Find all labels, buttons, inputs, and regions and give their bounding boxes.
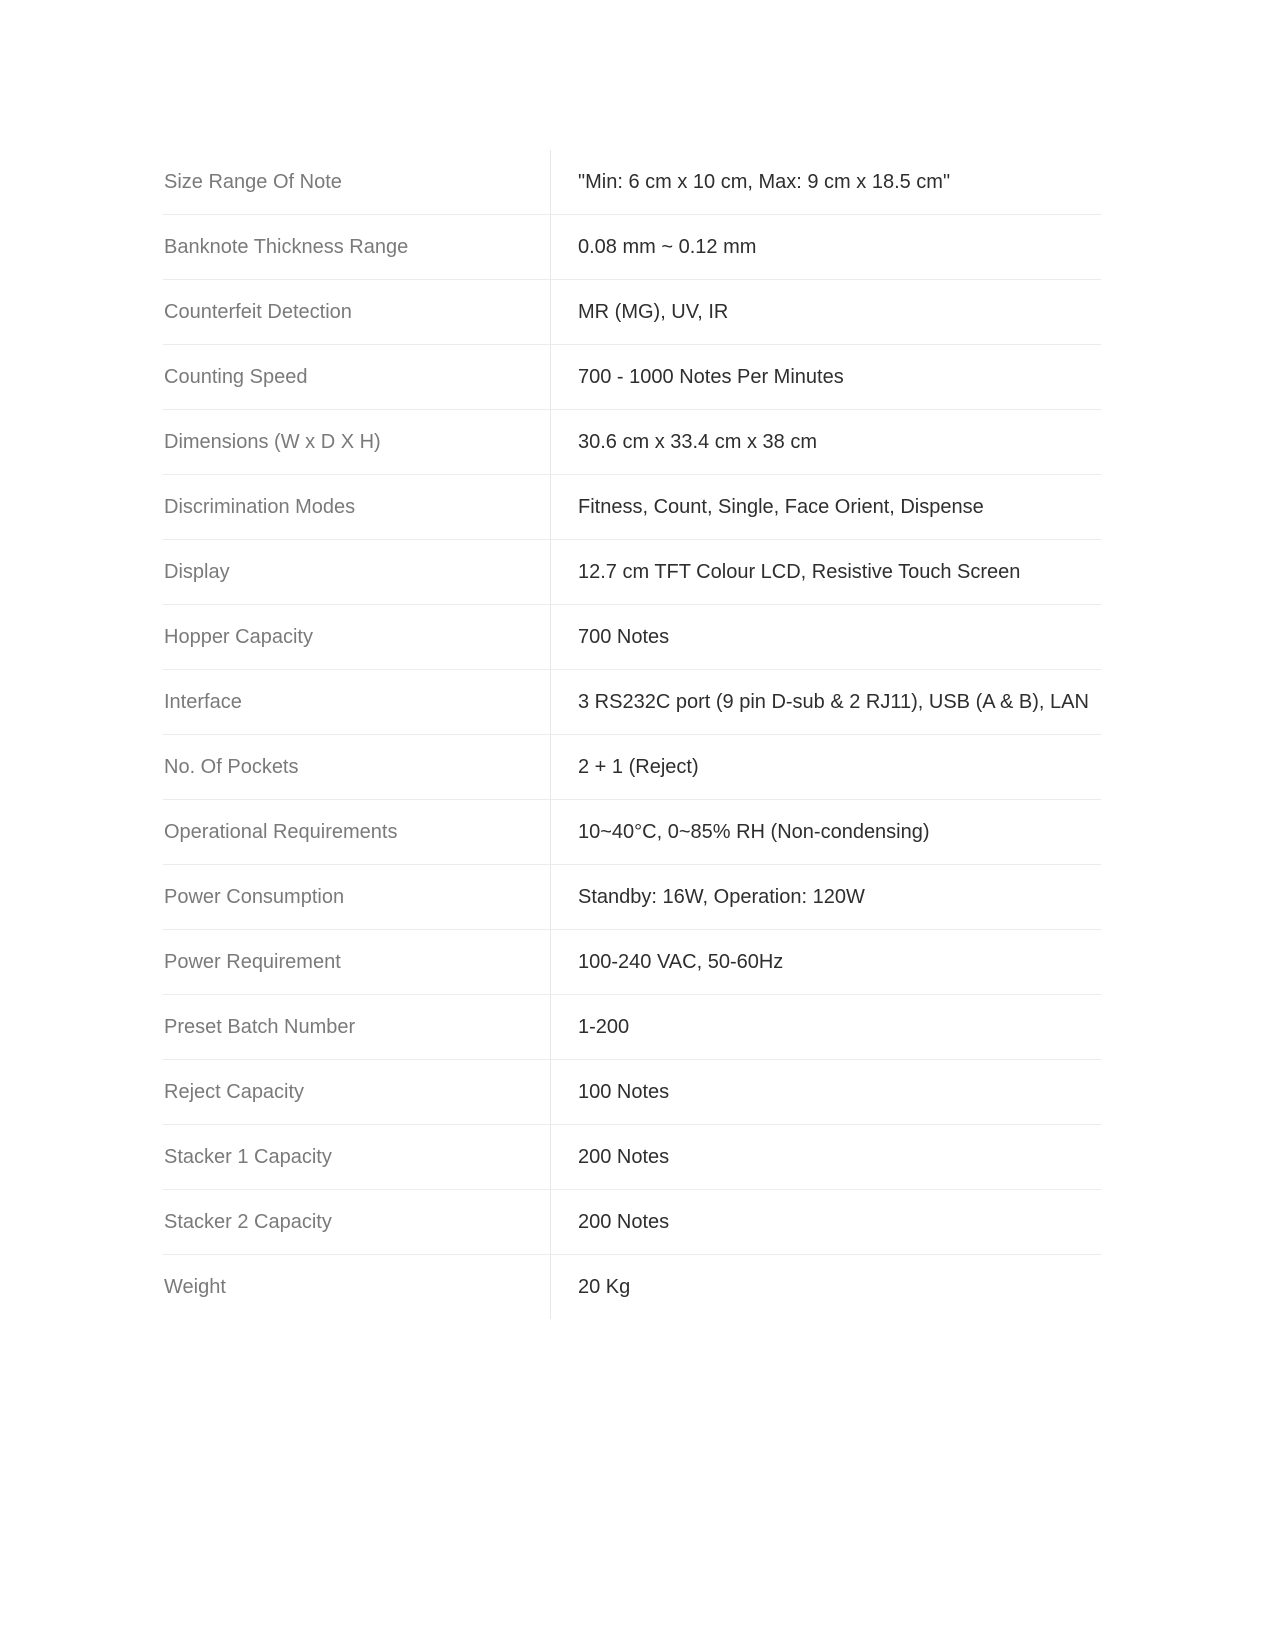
- spec-value: 200 Notes: [578, 1211, 670, 1233]
- spec-value: 0.08 mm ~ 0.12 mm: [578, 236, 757, 258]
- spec-label: Reject Capacity: [163, 1060, 551, 1124]
- spec-row-preset-batch: [163, 995, 1101, 1060]
- spec-value: 12.7 cm TFT Colour LCD, Resistive Touch Screen: [578, 561, 1021, 583]
- spec-row-weight: [163, 1255, 1101, 1319]
- spec-value: MR (MG), UV, IR: [578, 301, 729, 323]
- spec-row-size-range: [163, 150, 1101, 215]
- spec-value: 200 Notes: [578, 1146, 670, 1168]
- spec-label: Stacker 1 Capacity: [163, 1125, 551, 1189]
- spec-label: Stacker 2 Capacity: [163, 1190, 551, 1254]
- spec-row-reject-capacity: [163, 1060, 1101, 1125]
- spec-value: Standby: 16W, Operation: 120W: [578, 886, 865, 908]
- spec-row-dimensions: [163, 410, 1101, 475]
- spec-label: Dimensions (W x D X H): [163, 410, 551, 474]
- spec-table: [163, 150, 1101, 1319]
- spec-row-operational-requirements: [163, 800, 1101, 865]
- spec-label: Weight: [163, 1255, 551, 1319]
- spec-label: Power Requirement: [163, 930, 551, 994]
- spec-label: Banknote Thickness Range: [163, 215, 551, 279]
- spec-label: Size Range Of Note: [163, 150, 551, 214]
- spec-label: Operational Requirements: [163, 800, 551, 864]
- spec-value: 3 RS232C port (9 pin D-sub & 2 RJ11), USB (A & B), LAN: [578, 691, 1089, 713]
- spec-row-counterfeit: [163, 280, 1101, 345]
- spec-label: Counterfeit Detection: [163, 280, 551, 344]
- spec-label: Hopper Capacity: [163, 605, 551, 669]
- spec-label: Preset Batch Number: [163, 995, 551, 1059]
- spec-value: 2 + 1 (Reject): [578, 756, 699, 778]
- spec-label: Interface: [163, 670, 551, 734]
- spec-value: 700 Notes: [578, 626, 670, 648]
- spec-row-thickness: [163, 215, 1101, 280]
- spec-value: 20 Kg: [578, 1276, 631, 1298]
- spec-row-hopper-capacity: [163, 605, 1101, 670]
- spec-value: 100 Notes: [578, 1081, 670, 1103]
- spec-value: Fitness, Count, Single, Face Orient, Dispense: [578, 496, 984, 518]
- spec-row-counting-speed: [163, 345, 1101, 410]
- spec-value: 30.6 cm x 33.4 cm x 38 cm: [578, 431, 817, 453]
- spec-value: 1-200: [578, 1016, 630, 1038]
- spec-label: Discrimination Modes: [163, 475, 551, 539]
- spec-row-stacker-2: [163, 1190, 1101, 1255]
- spec-label: Counting Speed: [163, 345, 551, 409]
- spec-row-stacker-1: [163, 1125, 1101, 1190]
- spec-value: 100-240 VAC, 50-60Hz: [578, 951, 784, 973]
- spec-label: No. Of Pockets: [163, 735, 551, 799]
- spec-row-interface: [163, 670, 1101, 735]
- spec-label: Power Consumption: [163, 865, 551, 929]
- spec-row-pockets: [163, 735, 1101, 800]
- spec-row-display: [163, 540, 1101, 605]
- spec-value: 10~40°C, 0~85% RH (Non-condensing): [578, 821, 930, 843]
- spec-row-power-requirement: [163, 930, 1101, 995]
- spec-label: Display: [163, 540, 551, 604]
- spec-value: 700 - 1000 Notes Per Minutes: [578, 366, 844, 388]
- spec-row-power-consumption: [163, 865, 1101, 930]
- spec-row-discrimination-modes: [163, 475, 1101, 540]
- spec-value: "Min: 6 cm x 10 cm, Max: 9 cm x 18.5 cm": [578, 171, 951, 193]
